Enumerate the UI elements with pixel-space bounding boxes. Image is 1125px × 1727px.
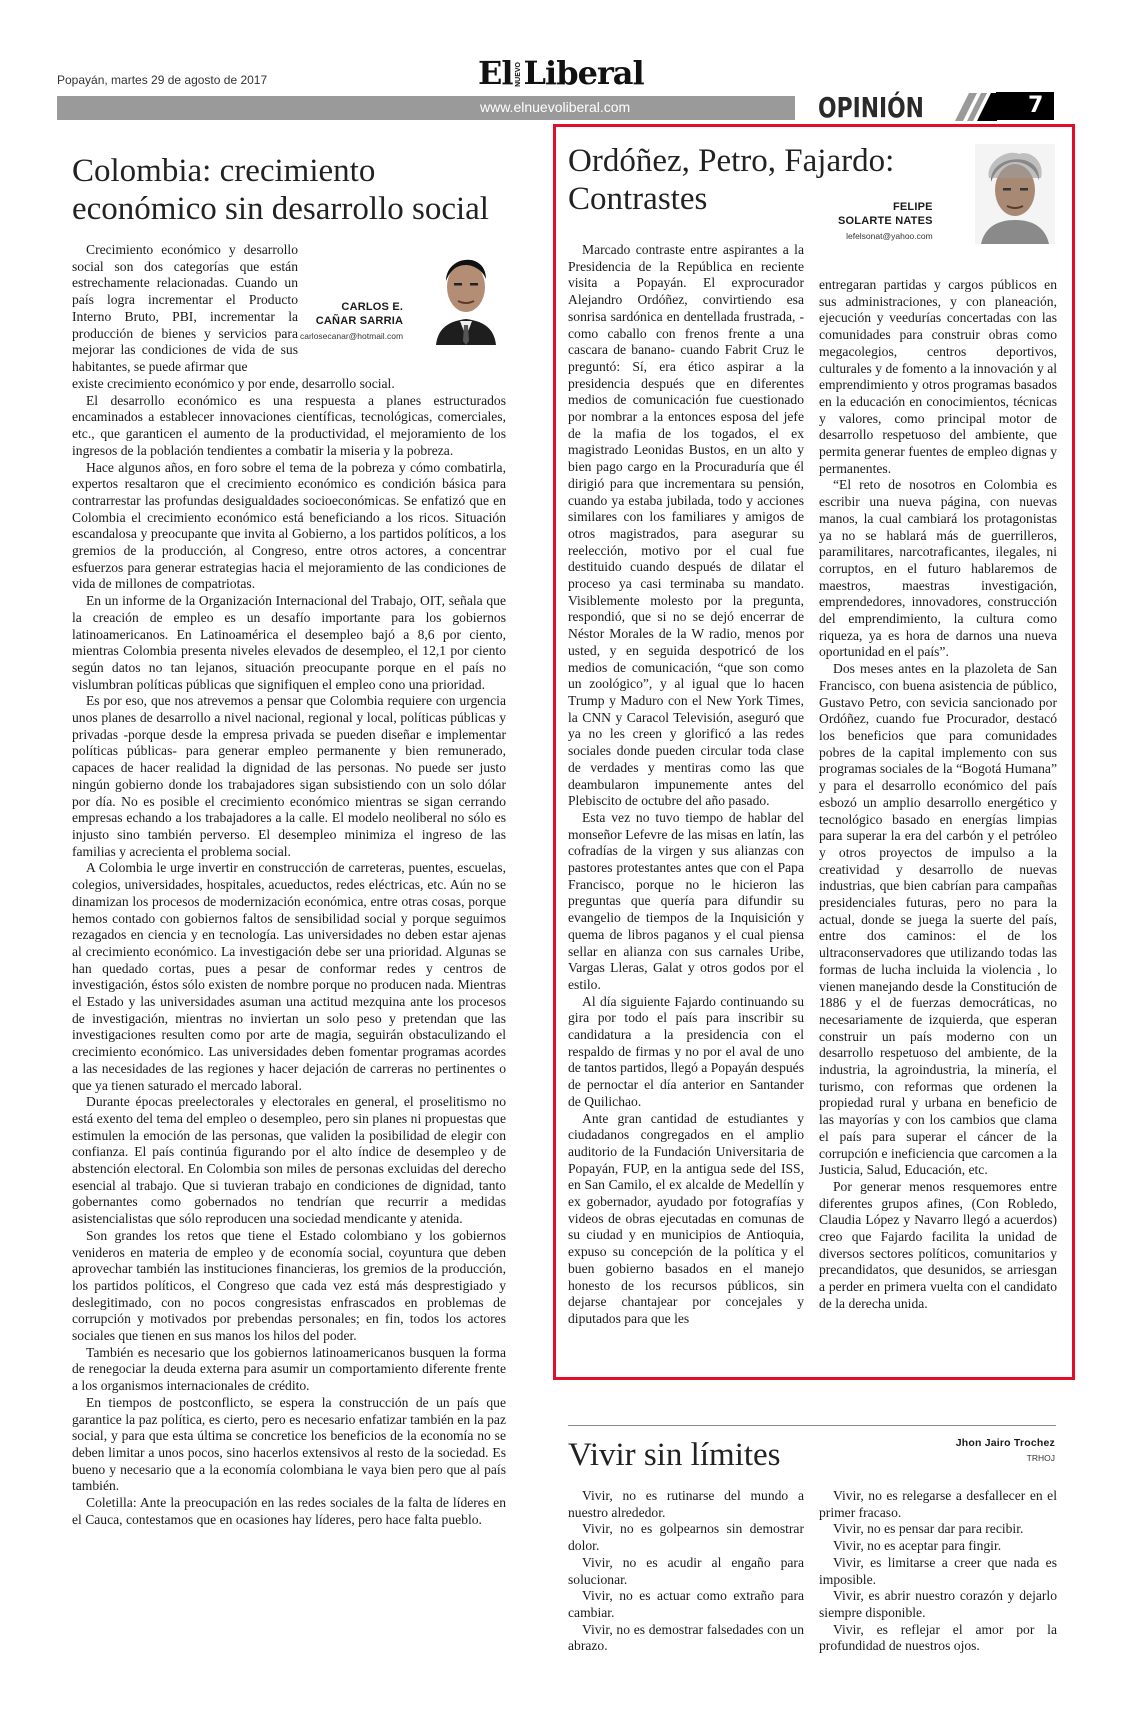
article2-title: Ordóñez, Petro, Fajardo: Contrastes <box>568 143 895 217</box>
verse: Vivir, no es relegarse a desfallecer en el primer fracaso. <box>819 1488 1057 1520</box>
paragraph: entregaran partidas y cargos públicos en sus administraciones, y con planeación, ejecución y veedurías concertadas con las comunidades para construir obras como megacolegios, centros deportivos, culturales y de fomento a la innovación y al emprendimiento y otros programas basados en la educación en conocimientos, técnicas y valores, como principal motor de desarrollo respetuoso del ambiente, que permita generar fuentes de empleo dignas y permanentes. <box>819 277 1057 476</box>
article3-byline <box>900 1436 1055 1463</box>
article2-byline <box>838 200 933 241</box>
paragraph: Dos meses antes en la plazoleta de San Francisco, con buena asistencia de público, Gustavo Petro, con sevicia sancionado por Ordóñez, cuando fue Procurador, destacó los beneficios que para comunidades pobres de la capital implemento con sus programas sociales de la “Bogotá Humana” y para el desarrollo económico del país esbozó un amplio desarrollo energético y tecnológico basado en energías limpias para superar la era del carbón y el petróleo y otros proyectos de impulso a la creatividad y desarrollo de nuevas industrias, que bien cabrían para campañas presidenciales futuras, pero no para la actual, donde se juega la suerte del país, entre dos caminos: el de los ultraconservadores que utilizando todas las formas de lucha incluida la violencia , lo vienen manejando desde la Constitución de 1886 y el de fuerzas democráticas, no necesariamente de izquierda, que esperan construir un país moderno con un desarrollo respetuoso del ambiente, de la industria, la agroindustria, la minería, el turismo, con reformas que ordenen la propiedad rural y urbana en beneficio de las mayorías y con los cambios que clama el país para superar el cáncer de la corrupción e ineficiencia que carcomen a la Justicia, Salud, Educación, etc. <box>819 661 1057 1178</box>
newspaper-logo <box>478 56 644 92</box>
author1-email: carlosecanar@hotmail.com <box>300 331 404 341</box>
section-title: OPINIÓN <box>818 91 924 124</box>
paragraph: existe crecimiento económico y por ende, desarrollo social. <box>72 376 395 391</box>
paragraph: En un informe de la Organización Internacional del Trabajo, OIT, señala que la creación de empleo es un desafío importante para los gobiernos latinoamericanos. En Latinoamérica el desempleo bajó a 8,6 por ciento, mientras Colombia presenta niveles elevados de desempleo, el 12,1 por ciento según datos no tan lejanos, situación preocupante porque en el país no vislumbran políticas públicas que signifiquen el empleo cono una prioridad. <box>72 593 506 692</box>
section-stripes-icon <box>955 93 997 121</box>
paragraph: Hace algunos años, en foro sobre el tema de la pobreza y cómo combatirla, expertos resaltaron que el crecimiento económico es condición básica para contrarrestar las profundas desigualdades socioeconómicas. Se enfatizó que en Colombia el crecimiento económico está beneficiando a los ricos. Situación escandalosa y preocupante que invita al Gobierno, a los partidos políticos, a los gremios de la producción, al Congreso, entre otros actores, a concentrar esfuerzos para generar estrategias hacia el mejoramiento de las condiciones de vida de millones de compatriotas. <box>72 459 506 592</box>
author2-first: FELIPE <box>892 201 933 213</box>
logo-el: El <box>478 54 513 92</box>
paragraph: Son grandes los retos que tiene el Estado colombiano y los gobiernos venideros en materia de empleo y de economía social, coyuntura que deben aprovechar también las instituciones financieras, los gremios de la producción, los partidos políticos, el Congreso que cada vez está más desprestigiado y deslegitimado, con no pocos congresistas enfrascados en problemas de corrupción y motivados por prebendas personales; en fin, todos los actores sociales que tienen en sus manos los hilos del poder. <box>72 1227 506 1344</box>
author2-email: lefelsonat@yahoo.com <box>846 231 933 241</box>
author-photo-1-icon <box>428 241 504 345</box>
verse: Vivir, es limitarse a creer que nada es imposible. <box>819 1554 1057 1587</box>
header-band <box>57 96 795 120</box>
paragraph: En tiempos de postconflicto, se espera la construcción de un país que garantice la paz política, es cierto, pero es necesario enfatizar también en la paz social, y para que esta última se concretice los beneficios de la economía no se deben limitar a unos pocos, sino hacerlos extensivos al resto de la sociedad. Es bueno y necesario que a la economía colombiana le vaya bien pero que al país también. <box>72 1394 506 1494</box>
paragraph: “El reto de nosotros en Colombia es escribir una nueva página, con nuevas manos, la cual cambiará los protagonistas ya no se hablará más de guerrilleros, paramilitares, narcotraficantes, ilegales, ni corruptos, en el futuro hablaremos de maestros, maestras investigación, emprendedores, innovadores, construcción del emprendimiento, la cultura como riqueza, ya es hora de darnos una nueva oportunidad en el país”. <box>819 477 1057 660</box>
paragraph: Es por eso, que nos atrevemos a pensar que Colombia requiere con urgencia unos planes de desarrollo a nivel nacional, regional y local, políticas públicas y privadas -porque desde la empresa privada se pueden diseñar e implementar políticas públicas- para generar empleo permanente y bien remunerado, capaces de hacer realidad la dignidad de las personas. No puede ser justo ningún gobierno donde los trabajadores sigan subsistiendo con un solo dólar por día. No es posible el crecimiento económico mientras se sigan cerrando empresas echando a los trabajadores a la calle. El modelo neoliberal no sólo es injusto sino también perverso. El desempleo minimiza el ingreso de las familias y acrecienta el problema social. <box>72 693 506 859</box>
paragraph: Marcado contraste entre aspirantes a la Presidencia de la República en reciente visita a Popayán. El exprocurador Alejandro Ordóñez, convirtiendo esa sonrisa sardónica en dentellada frustrada, -como caballo con frenos frente a una cascara de banano- cuando Fabrit Cruz le preguntó: Sí, era ético aspirar a la presidencia después que en diferentes medios de comunicación fue cuestionado por nombrar a la entonces esposa del jefe de la mafia de los togados, el ex magistrado Leonidas Bustos, en un alto y bien pago cargo en la Procuraduría que él dirigió para que incrementara su pensión, cuando ya estaba jubilada, todo y acciones similares con los familiares y amigos de otros magistrados, para asegurar su reelección, motivo por el cual fue destituido cuando después de dilatar el proceso ya casi terminaba su mandato. Visiblemente molesto por la pregunta, respondió, que si no se dejó encerrar de Néstor Morales de la W radio, menos por usted, y en seguida despotricó de los medios de comunicación, “que son como un zoológico”, y al igual que lo hacen Trump y Maduro con el New York Times, la CNN y Caracol Televisión, aseguró que ya no les creen y glorificó a las redes sociales donde pueden circular toda clase de verdades y mentiras como las que deambularon impunemente antes del Plebiscito de octubre del año pasado. <box>568 242 804 809</box>
paragraph: Durante épocas preelectorales y electorales en general, el proselitismo no está exento del tema del empleo o desempleo, pero sin planes ni propuestas que estimulen la emoción de las personas, que validen la posibilidad de elegir con confianza. El país continúa figurando por el alto índice de desempleo y de abstención electoral. En Colombia son miles de personas excluidas del derecho esencial al trabajo. Que si tuvieran trabajo en condiciones de dignidad, tanto gobernantes como gobernados no tendrían que recurrir a medidas asistencialistas que sólo reproducen una sociedad mendicante y atenida. <box>72 1094 506 1227</box>
article3-title: Vivir sin límites <box>568 1437 781 1473</box>
author3-name: Jhon Jairo Trochez <box>955 1437 1055 1449</box>
paragraph: Coletilla: Ante la preocupación en las redes sociales de la falta de líderes en el Cauca, contestamos que en ocasiones hay líderes, pero hace falta pueblo. <box>72 1495 506 1527</box>
paragraph: El desarrollo económico es una respuesta a planes estructurados encaminados a establecer innovaciones científicas, tecnológicas, comerciales, etc., que garanticen el aumento de la productividad, el mejoramiento de los ingresos de la población tendientes a combatir la miseria y la pobreza. <box>72 392 506 458</box>
issue-date: Popayán, martes 29 de agosto de 2017 <box>57 73 268 87</box>
author1-first: CARLOS E. <box>341 301 404 313</box>
author-photo-2-icon <box>975 144 1055 244</box>
verse: Vivir, no es demostrar falsedades con un abrazo. <box>568 1621 804 1654</box>
verse: Vivir, es reflejar el amor por la profundidad de nuestros ojos. <box>819 1621 1057 1654</box>
article2-column-b <box>819 277 1057 1313</box>
article1-body <box>72 376 506 1529</box>
article1-title: Colombia: crecimiento económico sin desarrollo social <box>72 153 489 227</box>
author3-tag: TRHOJ <box>1026 1453 1055 1463</box>
section-divider <box>568 1425 1056 1426</box>
paragraph: Por generar menos resquemores entre diferentes grupos afines, (Con Robledo, Claudia López y Navarro llegó a acuerdos) creo que Fajardo facilita la unidad de diversos sectores políticos, comunitarios y precandidatos, que desunidos, se arriesgan a perder en primera vuelta con el candidato de la derecha unida. <box>819 1178 1057 1311</box>
website-url: www.elnuevoliberal.com <box>480 99 631 115</box>
logo-nuevo: NUEVO <box>514 62 522 87</box>
paragraph: Ante gran cantidad de estudiantes y ciudadanos congregados en el amplio auditorio de la Fundación Universitaria de Popayán, FUP, en la antigua sede del ISS, en San Camilo, el ex alcalde de Medellín y ex gobernador, ayudado por fotografías y videos de obras ejecutadas en comunas de su ciudad y en municipios de Antioquia, expuso su concepción de la política y el buen gobierno basados en el manejo honesto de los recursos públicos, sin dejarse chantajear por concejales y diputados para que les <box>568 1110 804 1326</box>
verse: Vivir, no es pensar dar para recibir. <box>833 1521 1024 1537</box>
paragraph: Esta vez no tuvo tiempo de hablar del monseñor Lefevre de las misas en latín, las cofradías de la virgen y sus alianzas con pastores protestantes antes que con el Papa Francisco, porque no le hicieron las preguntas que quería para difundir su evangelio de tiempos de la Inquisición y quema de libros paganos y el cual piensa sellar en alianza con sus carnales Uribe, Vargas Lleras, Galat y otros godos por el estilo. <box>568 809 804 992</box>
author2-last: SOLARTE NATES <box>838 215 933 227</box>
paragraph: Crecimiento económico y desarrollo social son dos categorías que están estrechamente relacionadas. Cuando un país logra incrementar el Producto Interno Bruto, PBI, incrementar la producción de bienes y servicios para mejorar las condiciones de vida de sus habitantes, se puede afirmar que <box>72 242 298 374</box>
article1-byline <box>300 300 403 341</box>
paragraph: También es necesario que los gobiernos latinoamericanos busquen la forma de renegociar la deuda externa para asumir un comportamiento diferente frente a los organismos internacionales de crédito. <box>72 1344 506 1394</box>
verse: Vivir, no es actuar como extraño para cambiar. <box>568 1588 804 1620</box>
logo-liberal: Liberal <box>523 54 644 92</box>
article1-intro <box>72 242 298 376</box>
author1-last: CAÑAR SARRIA <box>315 315 404 327</box>
article3-column-a <box>568 1488 804 1655</box>
verse: Vivir, no es rutinarse del mundo a nuestro alrededor. <box>568 1488 804 1520</box>
verse: Vivir, es abrir nuestro corazón y dejarlo siempre disponible. <box>819 1588 1057 1620</box>
verse: Vivir, no es golpearnos sin demostrar dolor. <box>568 1521 804 1554</box>
verse: Vivir, no es aceptar para fingir. <box>833 1538 1002 1554</box>
article3-column-b <box>819 1488 1057 1655</box>
page-number: 7 <box>996 92 1054 120</box>
paragraph: A Colombia le urge invertir en construcción de carreteras, puentes, escuelas, colegios, universidades, hospitales, acueductos, redes eléctricas, etc. Aún no se dinamizan los procesos de modernización económica, entre otras cosas, porque hemos contado con gobiernos faltos de sensibilidad social y porque seguimos rezagados en ciencia y en tecnología. Las universidades no deben estar ajenas al crecimiento económico. La investigación debe ser una prioridad. Algunas se han quedado cortas, pues a pesar de conformar redes y centros de investigación, éstos sólo existen de nombre porque no producen nada. Mientras el Estado y las universidades asuman una actitud mezquina ante los procesos de investigación, mientras no inviertan un solo peso y pretendan que las investigaciones resulten como por arte de magia, seguirán obstaculizando el crecimiento económico. Las universidades deben fomentar programas acordes a las necesidades de las regiones y hacer dejación de carreras no pertinentes o que ya tienen saturado el mercado laboral. <box>72 860 506 1093</box>
verse: Vivir, no es acudir al engaño para solucionar. <box>568 1554 804 1587</box>
article2-column-a <box>568 242 804 1328</box>
paragraph: Al día siguiente Fajardo continuando su gira por todo el país para inscribir su candidatura a la presidencia con el respaldo de firmas y no por el aval de uno de tantos partidos, llegó a Popayán después de pernoctar el día anterior en Santander de Quilichao. <box>568 993 804 1109</box>
